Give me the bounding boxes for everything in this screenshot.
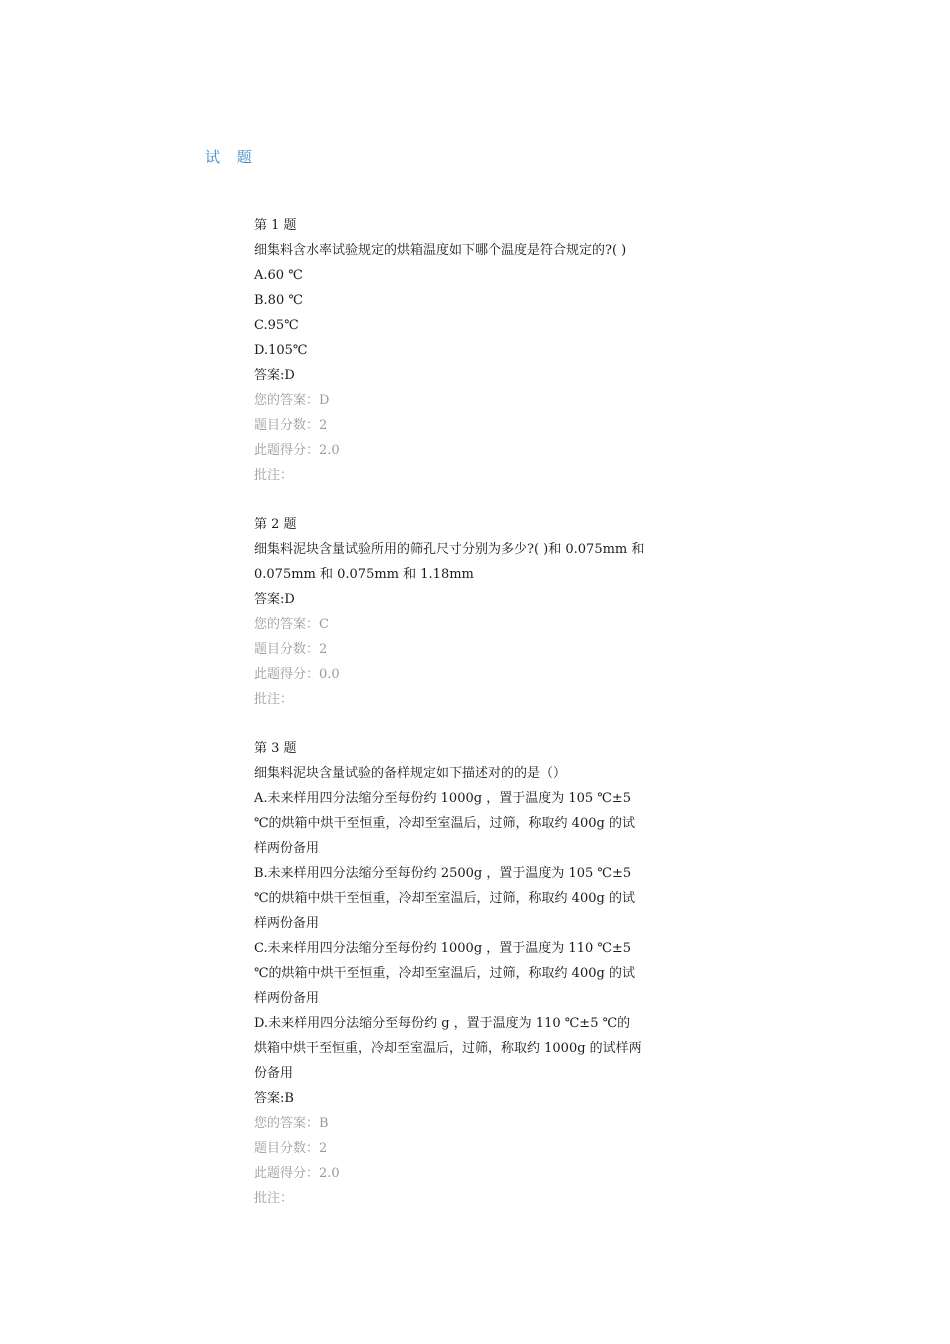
question-score: 题目分数：2 [254, 418, 328, 433]
option-c-line: 样两份备用 [254, 991, 320, 1006]
option-d-line: D.未来样用四分法缩分至每份约 g ，置于温度为 110 ℃±5 ℃的 [254, 1016, 631, 1031]
section-title: 试 题 [205, 148, 258, 166]
option-b-line: ℃的烘箱中烘干至恒重，冷却至室温后，过筛，称取约 400g 的试 [254, 891, 635, 906]
question-stem: 细集料含水率试验规定的烘箱温度如下哪个温度是符合规定的?( ) [254, 243, 627, 258]
earned-score: 此题得分：2.0 [254, 443, 340, 458]
your-answer: 您的答案：C [254, 617, 329, 632]
your-answer: 您的答案：D [254, 393, 330, 408]
question-number: 第 2 题 [254, 517, 297, 532]
correct-answer: 答案:B [254, 1091, 294, 1106]
comment-label: 批注： [254, 692, 294, 707]
question-stem: 细集料泥块含量试验的备样规定如下描述对的的是（） [254, 766, 567, 781]
option-c-line: ℃的烘箱中烘干至恒重，冷却至室温后，过筛，称取约 400g 的试 [254, 966, 635, 981]
option-d-line: 份备用 [254, 1066, 294, 1081]
option-a: A.60 ℃ [254, 268, 303, 283]
option-b-line: B.未来样用四分法缩分至每份约 2500g ，置于温度为 105 ℃±5 [254, 866, 632, 881]
your-answer: 您的答案：B [254, 1116, 329, 1131]
option-b: B.80 ℃ [254, 293, 303, 308]
question-block [254, 213, 699, 488]
question-score: 题目分数：2 [254, 1141, 328, 1156]
earned-score: 此题得分：0.0 [254, 667, 340, 682]
question-block [254, 512, 699, 712]
question-number: 第 1 题 [254, 218, 297, 233]
correct-answer: 答案:D [254, 368, 295, 383]
question-stem-line: 细集料泥块含量试验所用的筛孔尺寸分别为多少?( )和 0.075mm 和 [254, 542, 645, 557]
option-d: D.105℃ [254, 343, 308, 358]
option-a-line: ℃的烘箱中烘干至恒重，冷却至室温后，过筛，称取约 400g 的试 [254, 816, 635, 831]
option-a-line: 样两份备用 [254, 841, 320, 856]
option-a-line: A.未来样用四分法缩分至每份约 1000g ，置于温度为 105 ℃±5 [254, 791, 631, 806]
question-score: 题目分数：2 [254, 642, 328, 657]
option-b-line: 样两份备用 [254, 916, 320, 931]
option-c-line: C.未来样用四分法缩分至每份约 1000g ，置于温度为 110 ℃±5 [254, 941, 632, 956]
question-number: 第 3 题 [254, 741, 297, 756]
correct-answer: 答案:D [254, 592, 295, 607]
question-block [254, 736, 699, 1211]
option-c: C.95℃ [254, 318, 299, 333]
earned-score: 此题得分：2.0 [254, 1166, 340, 1181]
option-d-line: 烘箱中烘干至恒重，冷却至室温后，过筛，称取约 1000g 的试样两 [254, 1041, 642, 1056]
comment-label: 批注： [254, 468, 294, 483]
comment-label: 批注： [254, 1191, 294, 1206]
question-stem-line: 0.075mm 和 0.075mm 和 1.18mm [254, 567, 474, 582]
